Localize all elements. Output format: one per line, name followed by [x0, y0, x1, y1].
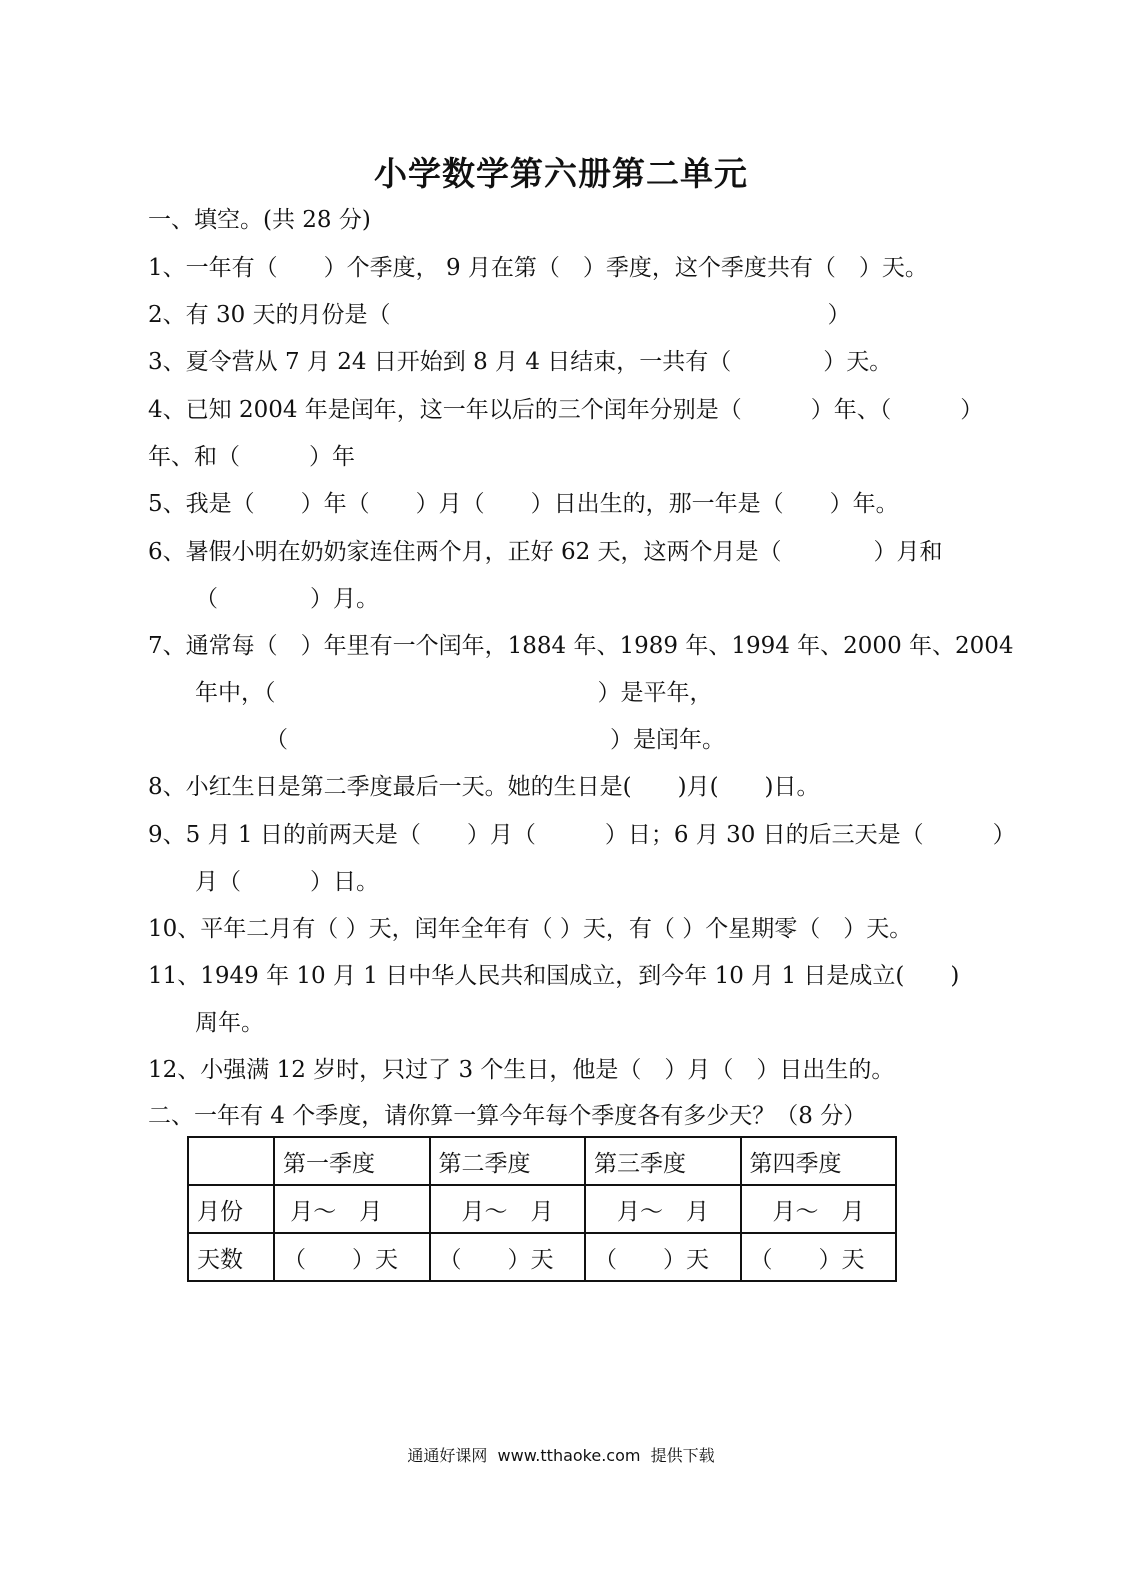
question-1: 1、一年有（ ）个季度， 9 月在第（ ）季度，这个季度共有（ ）天。 [148, 255, 928, 281]
table-cell: 月～ 月 [430, 1185, 586, 1233]
question-9: 9、5 月 1 日的前两天是（ ）月（ ）日；6 月 30 日的后三天是（ ） [148, 822, 1016, 848]
question-11-cont: 周年。 [195, 1010, 264, 1036]
question-6: 6、暑假小明在奶奶家连住两个月，正好 62 天，这两个月是（ ）月和 [148, 539, 943, 565]
section-1-heading: 一、填空。(共 28 分) [148, 207, 371, 233]
table-cell: 第四季度 [741, 1137, 897, 1185]
table-cell: 月～ 月 [274, 1185, 430, 1233]
question-2: 2、有 30 天的月份是（ ） [148, 302, 851, 328]
question-7: 7、通常每（ ）年里有一个闰年，1884 年、1989 年、1994 年、2000 年、2004 [148, 633, 1014, 659]
table-cell: 天数 [188, 1233, 274, 1281]
table-cell: 第二季度 [430, 1137, 586, 1185]
table-cell: 月份 [188, 1185, 274, 1233]
page-title: 小学数学第六册第二单元 [374, 154, 748, 193]
table-cell: 月～ 月 [585, 1185, 741, 1233]
question-9-cont: 月（ ）日。 [195, 869, 379, 895]
question-7-cont: 年中，（ ）是平年， [195, 680, 713, 706]
table-cell: （ ）天 [430, 1233, 586, 1281]
table-cell [188, 1137, 274, 1185]
table-row-days [188, 1233, 896, 1281]
table-cell: 第三季度 [585, 1137, 741, 1185]
table-cell: （ ）天 [274, 1233, 430, 1281]
footer-credit: 通通好课网 www.tthaoke.com 提供下载 [407, 1446, 715, 1465]
question-7-cont-2: （ ）是闰年。 [265, 727, 725, 753]
table-cell: （ ）天 [741, 1233, 897, 1281]
question-4-cont: 年、和（ ）年 [148, 444, 355, 470]
question-6-cont: （ ）月。 [195, 586, 379, 612]
question-3: 3、夏令营从 7 月 24 日开始到 8 月 4 日结束，一共有（ ）天。 [148, 349, 893, 375]
table-header-row [188, 1137, 896, 1185]
table-cell: （ ）天 [585, 1233, 741, 1281]
season-table [187, 1136, 897, 1282]
table-row-month [188, 1185, 896, 1233]
question-12: 12、小强满 12 岁时，只过了 3 个生日，他是（ ）月（ ）日出生的。 [148, 1057, 895, 1083]
question-4: 4、已知 2004 年是闰年，这一年以后的三个闰年分别是（ ）年、（ ） [148, 397, 984, 423]
table-cell: 第一季度 [274, 1137, 430, 1185]
question-8: 8、小红生日是第二季度最后一天。她的生日是( )月( )日。 [148, 774, 820, 800]
table-cell: 月～ 月 [741, 1185, 897, 1233]
section-2-heading: 二、一年有 4 个季度，请你算一算今年每个季度各有多少天？（8 分） [148, 1103, 867, 1129]
question-5: 5、我是（ ）年（ ）月（ ）日出生的，那一年是（ ）年。 [148, 491, 899, 517]
question-10: 10、平年二月有（ ）天，闰年全年有（ ）天，有（ ）个星期零（ ）天。 [148, 916, 913, 942]
question-11: 11、1949 年 10 月 1 日中华人民共和国成立，到今年 10 月 1 日是成立( ) [148, 963, 960, 989]
